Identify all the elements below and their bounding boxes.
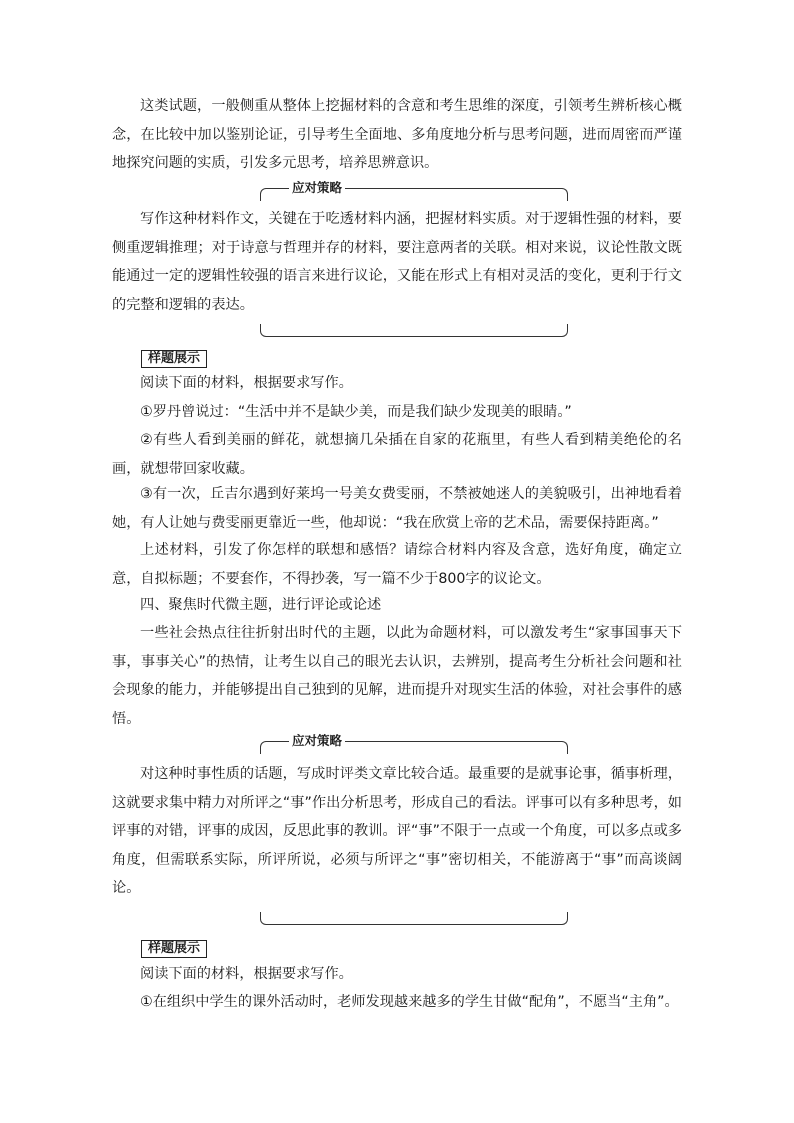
section-paragraph: 一些社会热点往往折射出时代的主题，以此为命题材料，可以激发考生“家事国事天下事，事事关心”的热情，让考生以自己的眼光去认识，去辨别，提高考生分析社会问题和社会现象的能力，并能够提出自己独到的见解，进而提升对现实生活的体验，对社会事件的感悟。 [112,625,682,727]
material-item-1: ①罗丹曾说过：“生活中并不是缺少美，而是我们缺少发现美的眼睛。” [140,404,572,420]
strategy-label: 应对策略 [289,732,345,750]
strategy-text: 写作这种材料作文，关键在于吃透材料内涵，把握材料实质。对于逻辑性强的材料，要侧重逻辑推理；对于诗意与哲理并存的材料，要注意两者的关联。相对来说，议论性散文既能通过一定的逻辑性较强的语言来进行议论，又能在形式上有相对灵活的变化，更利于行文的完整和逻辑的表达。 [112,211,682,313]
writing-requirement: 上述材料，引发了你怎样的联想和感悟？请综合材料内容及含意，选好角度，确定立意，自拟标题；不要套作，不得抄袭，写一篇不少于800字的议论文。 [112,542,682,587]
strategy-box-bottom [260,912,568,925]
material-item-2: ②有些人看到美丽的鲜花，就想摘几朵插在自家的花瓶里，有些人看到精美绝伦的名画，就想带回家收藏。 [112,432,682,477]
intro-paragraph: 这类试题，一般侧重从整体上挖掘材料的含意和考生思维的深度，引领考生辨析核心概念，在比较中加以鉴别论证，引导考生全面地、多角度地分析与思考问题，进而周密而严谨地探究问题的实质，引发多元思考，培养思辨意识。 [112,98,682,171]
example-lead: 阅读下面的材料，根据要求写作。 [140,375,353,391]
strategy-box-bottom [260,324,568,337]
strategy-box-top [260,733,568,754]
example-label: 样题展示 [144,940,204,958]
section-heading: 四、聚焦时代微主题，进行评论或论述 [140,597,382,613]
example-label: 样题展示 [144,350,204,368]
example-lead: 阅读下面的材料，根据要求写作。 [140,966,353,982]
strategy-box-top [260,180,568,201]
strategy-label: 应对策略 [289,179,345,197]
material-item-1: ①在组织中学生的课外活动时，老师发现越来越多的学生甘做“配角”，不愿当“主角”。 [140,994,679,1010]
material-item-3: ③有一次，丘吉尔遇到好莱坞一号美女费雯丽，不禁被她迷人的美貌吸引，出神地看着她，有人让她与费雯丽更靠近一些，他却说：“我在欣赏上帝的艺术品，需要保持距离。” [112,486,682,531]
strategy-text: 对这种时事性质的话题，写成时评类文章比较合适。最重要的是就事论事，循事析理，这就要求集中精力对所评之“事”作出分析思考，形成自己的看法。评事可以有多种思考，如评事的对错，评事的成因，反思此事的教训。评“事”不限于一点或一个角度，可以多点或多角度，但需联系实际，所评所说，必须与所评之“事”密切相关，不能游离于“事”而高谈阔论。 [112,766,682,896]
